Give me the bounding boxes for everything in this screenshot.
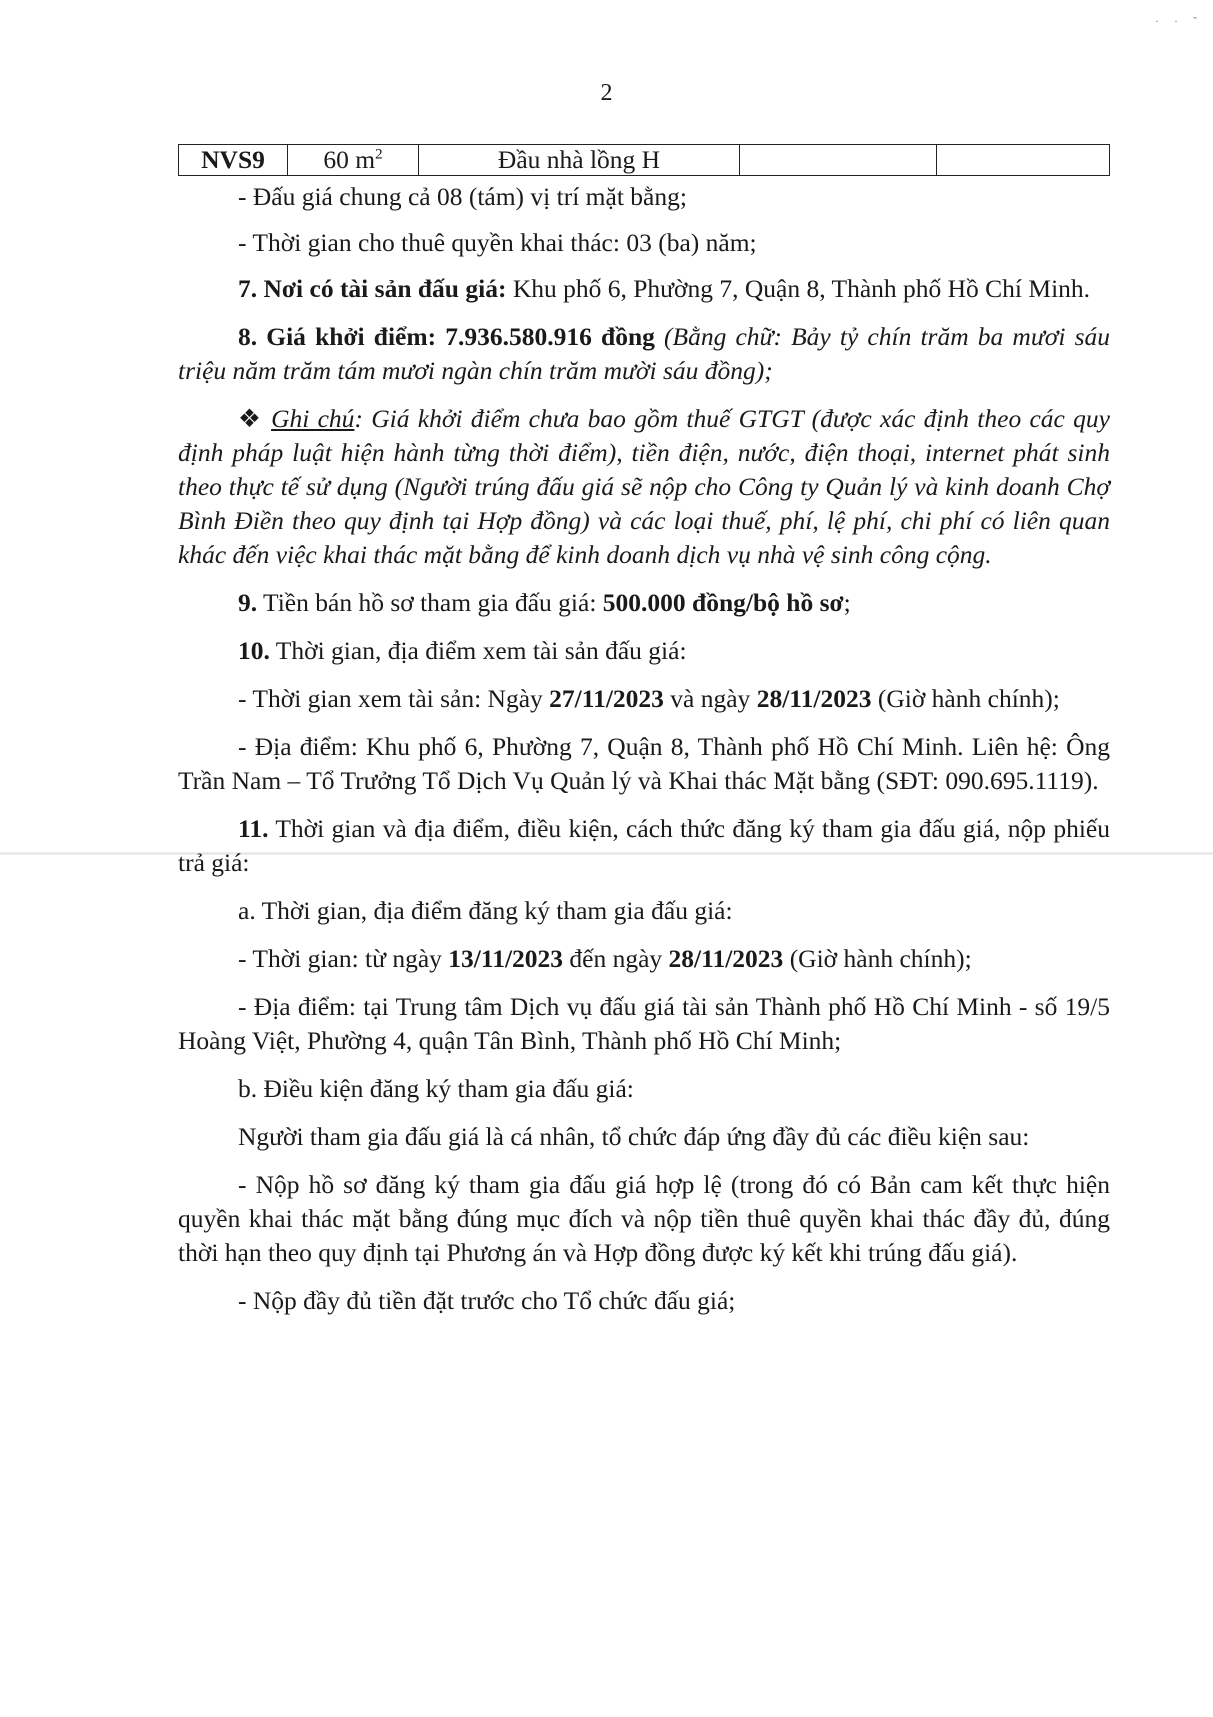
paragraph-auction-scope: - Đấu giá chung cả 08 (tám) vị trí mặt bằng; bbox=[238, 182, 687, 211]
section-10-location: - Địa điểm: Khu phố 6, Phường 7, Quận 8, Thành phố Hồ Chí Minh. Liên hệ: Ông Trần Nam – Tổ Trưởng Tổ Dịch Vụ Quản lý và Khai thác Mặt bằng (SĐT: 090.695.1119). bbox=[178, 732, 1110, 795]
section-11b-condition-2: - Nộp đầy đủ tiền đặt trước cho Tổ chức đấu giá; bbox=[238, 1286, 736, 1315]
document-body bbox=[178, 144, 1110, 1332]
table-cell-empty bbox=[740, 145, 937, 176]
section-11b: b. Điều kiện đăng ký tham gia đấu giá: bbox=[238, 1074, 634, 1103]
table-cell-code: NVS9 bbox=[179, 145, 288, 176]
note-label: Ghi chú bbox=[271, 404, 355, 433]
page-number: 2 bbox=[600, 80, 613, 106]
diamond-bullet-icon: ❖ bbox=[238, 404, 272, 433]
section-10-viewing-time: - Thời gian xem tài sản: Ngày 27/11/2023 và ngày 28/11/2023 (Giờ hành chính); bbox=[238, 684, 1060, 713]
table-cell-empty bbox=[937, 145, 1110, 176]
paragraph-lease-duration: - Thời gian cho thuê quyền khai thác: 03 (ba) năm; bbox=[238, 228, 757, 257]
section-11a-location: - Địa điểm: tại Trung tâm Dịch vụ đấu giá tài sản Thành phố Hồ Chí Minh - số 19/5 Hoàng Việt, Phường 4, quận Tân Bình, Thành phố Hồ Chí Minh; bbox=[178, 992, 1110, 1055]
scan-mark: · · ˜ bbox=[1155, 14, 1203, 28]
section-7: 7. Nơi có tài sản đấu giá: Khu phố 6, Phường 7, Quận 8, Thành phố Hồ Chí Minh. bbox=[238, 274, 1091, 303]
section-11b-condition-1: - Nộp hồ sơ đăng ký tham gia đấu giá hợp lệ (trong đó có Bản cam kết thực hiện quyền khai thác mặt bằng đúng mục đích và nộp tiền thuê quyền khai thác đầy đủ, đúng thời hạn theo quy định tại Phương án và Hợp đồng được ký kết khi trúng đấu giá). bbox=[178, 1170, 1110, 1267]
table-cell-area: 60 $m^2$ bbox=[288, 145, 419, 176]
table-row bbox=[179, 145, 1110, 176]
asset-table bbox=[178, 144, 1110, 176]
section-11b-intro: Người tham gia đấu giá là cá nhân, tổ chức đáp ứng đầy đủ các điều kiện sau: bbox=[238, 1122, 1030, 1151]
table-cell-location: Đầu nhà lồng H bbox=[419, 145, 740, 176]
section-11: 11. Thời gian và địa điểm, điều kiện, cách thức đăng ký tham gia đấu giá, nộp phiếu trả giá: bbox=[178, 814, 1110, 877]
section-10: 10. Thời gian, địa điểm xem tài sản đấu giá: bbox=[238, 636, 687, 665]
section-9: 9. Tiền bán hồ sơ tham gia đấu giá: 500.000 đồng/bộ hồ sơ; bbox=[238, 588, 851, 617]
section-8: 8. Giá khởi điểm: 7.936.580.916 đồng (Bằng chữ: Bảy tỷ chín trăm ba mươi sáu triệu năm trăm tám mươi ngàn chín trăm mười sáu đồng); bbox=[178, 322, 1110, 385]
section-11a: a. Thời gian, địa điểm đăng ký tham gia đấu giá: bbox=[238, 896, 733, 925]
section-11a-time: - Thời gian: từ ngày 13/11/2023 đến ngày 28/11/2023 (Giờ hành chính); bbox=[238, 944, 972, 973]
note-paragraph: ❖ Ghi chú: Giá khởi điểm chưa bao gồm thuế GTGT (được xác định theo các quy định pháp luật hiện hành từng thời điểm), tiền điện, nước, điện thoại, internet phát sinh theo thực tế sử dụng (Người trúng đấu giá sẽ nộp cho Công ty Quản lý và kinh doanh Chợ Bình Điền theo quy định tại Hợp đồng) và các loại thuế, phí, lệ phí, chi phí có liên quan khác đến việc khai thác mặt bằng để kinh doanh dịch vụ nhà vệ sinh công cộng. bbox=[178, 404, 1110, 569]
